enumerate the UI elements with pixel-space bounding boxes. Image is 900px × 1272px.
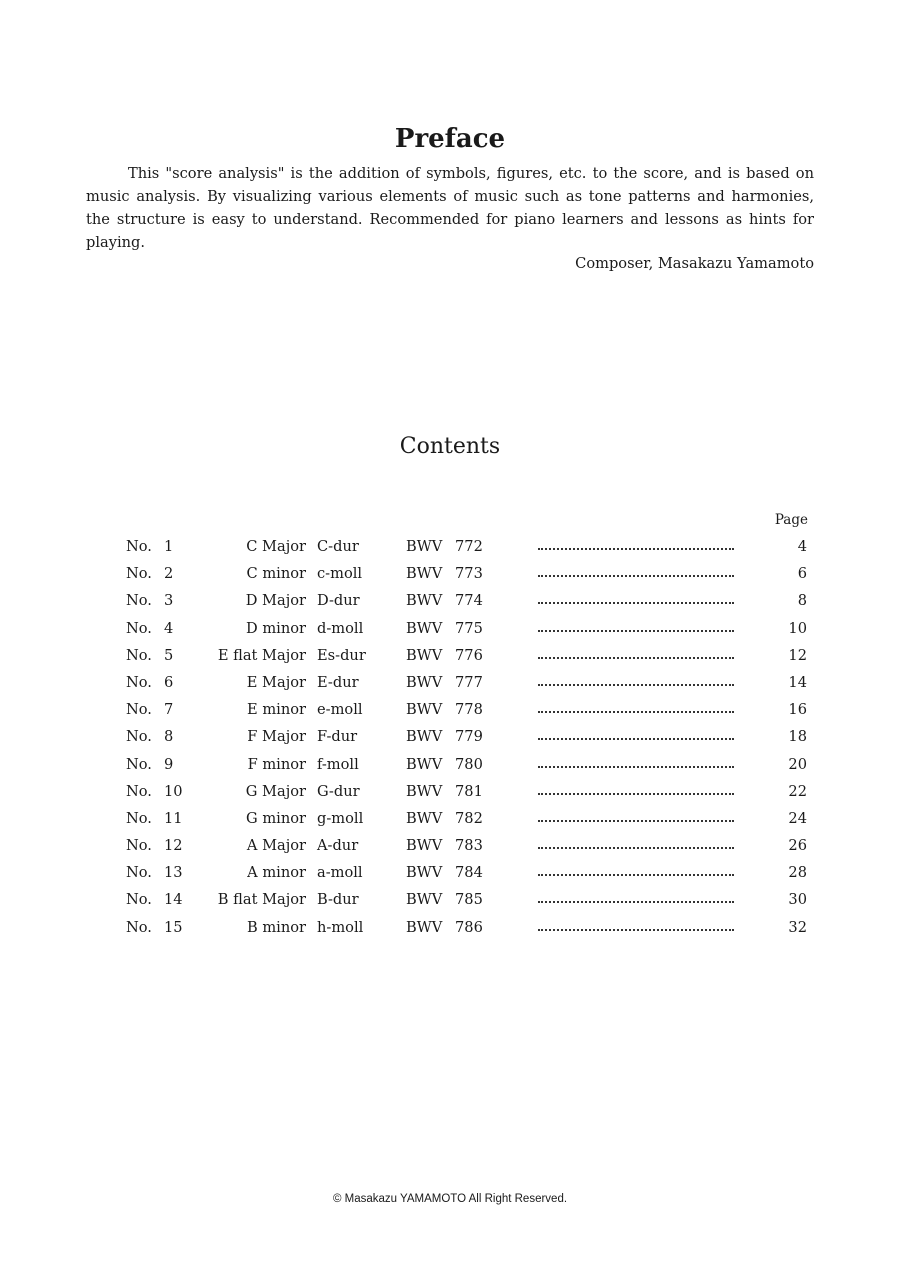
toc-number: 7: [164, 701, 174, 719]
toc-bwv-number: 784: [455, 864, 483, 882]
toc-bwv-number: 781: [455, 782, 483, 800]
toc-row: [0, 589, 900, 616]
toc-key: B minor: [246, 918, 306, 936]
toc-number: 12: [164, 837, 183, 855]
toc-no-label: No.: [126, 809, 152, 827]
toc-dot-leader: [538, 874, 734, 876]
toc-key: C minor: [246, 565, 306, 583]
toc-no-label: No.: [126, 701, 152, 719]
toc-row: [0, 671, 900, 698]
toc-bwv-label: BWV: [406, 809, 443, 827]
toc-page-number: 28: [788, 864, 807, 882]
toc-dot-leader: [538, 575, 734, 577]
toc-german-key: Es-dur: [317, 646, 366, 664]
toc-bwv-number: 773: [455, 565, 483, 583]
toc-no-label: No.: [126, 864, 152, 882]
toc-bwv-number: 775: [455, 619, 483, 637]
toc-page-number: 22: [788, 782, 807, 800]
toc-dot-leader: [538, 820, 734, 822]
toc-bwv-label: BWV: [406, 619, 443, 637]
toc-row: [0, 807, 900, 834]
page-column-header: Page: [774, 512, 808, 528]
toc-number: 6: [164, 673, 174, 691]
toc-bwv-number: 780: [455, 755, 483, 773]
toc-key: A minor: [247, 864, 306, 882]
toc-no-label: No.: [126, 918, 152, 936]
toc-number: 14: [164, 891, 183, 909]
toc-row: [0, 861, 900, 888]
toc-bwv-number: 777: [455, 673, 483, 691]
toc-german-key: E-dur: [317, 673, 359, 691]
toc-number: 5: [164, 646, 174, 664]
copyright-footer: © Masakazu YAMAMOTO All Right Reserved.: [332, 1193, 568, 1205]
contents-title: Contents: [399, 434, 501, 459]
toc-row: [0, 725, 900, 752]
toc-no-label: No.: [126, 891, 152, 909]
toc-bwv-label: BWV: [406, 918, 443, 936]
toc-page-number: 16: [788, 701, 807, 719]
toc-german-key: f-moll: [317, 755, 359, 773]
toc-no-label: No.: [126, 755, 152, 773]
toc-dot-leader: [538, 847, 734, 849]
toc-key: A Major: [246, 837, 306, 855]
toc-german-key: A-dur: [317, 837, 359, 855]
toc-german-key: C-dur: [317, 538, 359, 555]
toc-bwv-number: 782: [455, 809, 483, 827]
toc-page-number: 14: [788, 673, 807, 691]
toc-dot-leader: [538, 548, 734, 550]
toc-no-label: No.: [126, 728, 152, 746]
toc-bwv-number: 776: [455, 646, 483, 664]
toc-german-key: d-moll: [317, 619, 364, 637]
toc-number: 4: [164, 619, 174, 637]
toc-bwv-number: 772: [455, 538, 483, 555]
toc-bwv-number: 786: [455, 918, 483, 936]
toc-dot-leader: [538, 738, 734, 740]
toc-german-key: a-moll: [317, 864, 363, 882]
toc-key: F Major: [247, 728, 306, 746]
toc-german-key: G-dur: [317, 782, 360, 800]
toc-bwv-number: 779: [455, 728, 483, 746]
toc-bwv-label: BWV: [406, 646, 443, 664]
toc-dot-leader: [538, 657, 734, 659]
toc-key: B flat Major: [217, 891, 306, 909]
toc-bwv-label: BWV: [406, 565, 443, 583]
toc-bwv-label: BWV: [406, 728, 443, 746]
toc-bwv-number: 774: [455, 592, 483, 610]
toc-no-label: No.: [126, 782, 152, 800]
toc-row: [0, 888, 900, 915]
toc-dot-leader: [538, 766, 734, 768]
preface-title: Preface: [394, 124, 506, 154]
toc-bwv-label: BWV: [406, 592, 443, 610]
toc-number: 3: [164, 592, 174, 610]
toc-row: [0, 562, 900, 589]
toc-german-key: F-dur: [317, 728, 358, 746]
preface-signature: Composer, Masakazu Yamamoto: [575, 255, 814, 272]
toc-row: [0, 698, 900, 725]
toc-number: 8: [164, 728, 174, 746]
toc-page-number: 10: [788, 619, 807, 637]
toc-dot-leader: [538, 901, 734, 903]
toc-row: [0, 834, 900, 861]
toc-page-number: 24: [788, 809, 807, 827]
toc-no-label: No.: [126, 646, 152, 664]
toc-page-number: 6: [797, 565, 807, 583]
toc-row: [0, 753, 900, 780]
toc-row: [0, 535, 900, 562]
toc-bwv-label: BWV: [406, 837, 443, 855]
toc-key: D minor: [245, 619, 306, 637]
toc-page-number: 12: [788, 646, 807, 664]
toc-dot-leader: [538, 602, 734, 604]
toc-key: D Major: [245, 592, 306, 610]
toc-page-number: 18: [788, 728, 807, 746]
toc-number: 11: [164, 809, 183, 827]
toc-number: 2: [164, 565, 174, 583]
toc-key: G minor: [246, 809, 306, 827]
toc-key: E minor: [247, 701, 306, 719]
toc-page-number: 4: [797, 538, 807, 555]
toc-german-key: B-dur: [317, 891, 359, 909]
toc-no-label: No.: [126, 837, 152, 855]
toc-german-key: h-moll: [317, 918, 364, 936]
toc-page-number: 26: [788, 837, 807, 855]
toc-bwv-label: BWV: [406, 755, 443, 773]
toc-german-key: g-moll: [317, 809, 364, 827]
toc-page-number: 8: [797, 592, 807, 610]
toc-number: 15: [164, 918, 183, 936]
toc-row: [0, 780, 900, 807]
toc-row: [0, 617, 900, 644]
toc-dot-leader: [538, 711, 734, 713]
toc-no-label: No.: [126, 592, 152, 610]
toc-no-label: No.: [126, 565, 152, 583]
toc-number: 10: [164, 782, 183, 800]
toc-bwv-label: BWV: [406, 864, 443, 882]
toc-bwv-label: BWV: [406, 538, 443, 555]
toc-number: 9: [164, 755, 174, 773]
toc-row: [0, 916, 900, 943]
toc-key: G Major: [245, 782, 306, 800]
toc-no-label: No.: [126, 673, 152, 691]
toc-key: E Major: [246, 673, 306, 691]
toc-bwv-number: 785: [455, 891, 483, 909]
toc-german-key: c-moll: [317, 565, 363, 583]
toc-bwv-number: 778: [455, 701, 483, 719]
toc-german-key: D-dur: [317, 592, 360, 610]
toc-no-label: No.: [126, 538, 152, 555]
toc-key: C Major: [246, 538, 306, 555]
toc-key: E flat Major: [217, 646, 306, 664]
toc-dot-leader: [538, 793, 734, 795]
toc-dot-leader: [538, 630, 734, 632]
toc-german-key: e-moll: [317, 701, 363, 719]
toc-bwv-number: 783: [455, 837, 483, 855]
preface-body: This "score analysis" is the addition of symbols, figures, etc. to the score, and is based on music analysis. By visualizing various elements of music such as tone patterns and harmonies, the structure is easy to understand. Recommended for piano learners and lessons as hints for playing.: [86, 165, 814, 251]
toc-bwv-label: BWV: [406, 673, 443, 691]
toc-number: 13: [164, 864, 183, 882]
toc-number: 1: [164, 538, 174, 555]
toc-page-number: 20: [788, 755, 807, 773]
toc-dot-leader: [538, 684, 734, 686]
toc-bwv-label: BWV: [406, 701, 443, 719]
toc-page-number: 32: [788, 918, 807, 936]
toc-bwv-label: BWV: [406, 891, 443, 909]
toc-key: F minor: [247, 755, 306, 773]
toc-row: [0, 644, 900, 671]
toc-bwv-label: BWV: [406, 782, 443, 800]
contents-table: [0, 535, 900, 943]
toc-dot-leader: [538, 929, 734, 931]
toc-no-label: No.: [126, 619, 152, 637]
toc-page-number: 30: [788, 891, 807, 909]
